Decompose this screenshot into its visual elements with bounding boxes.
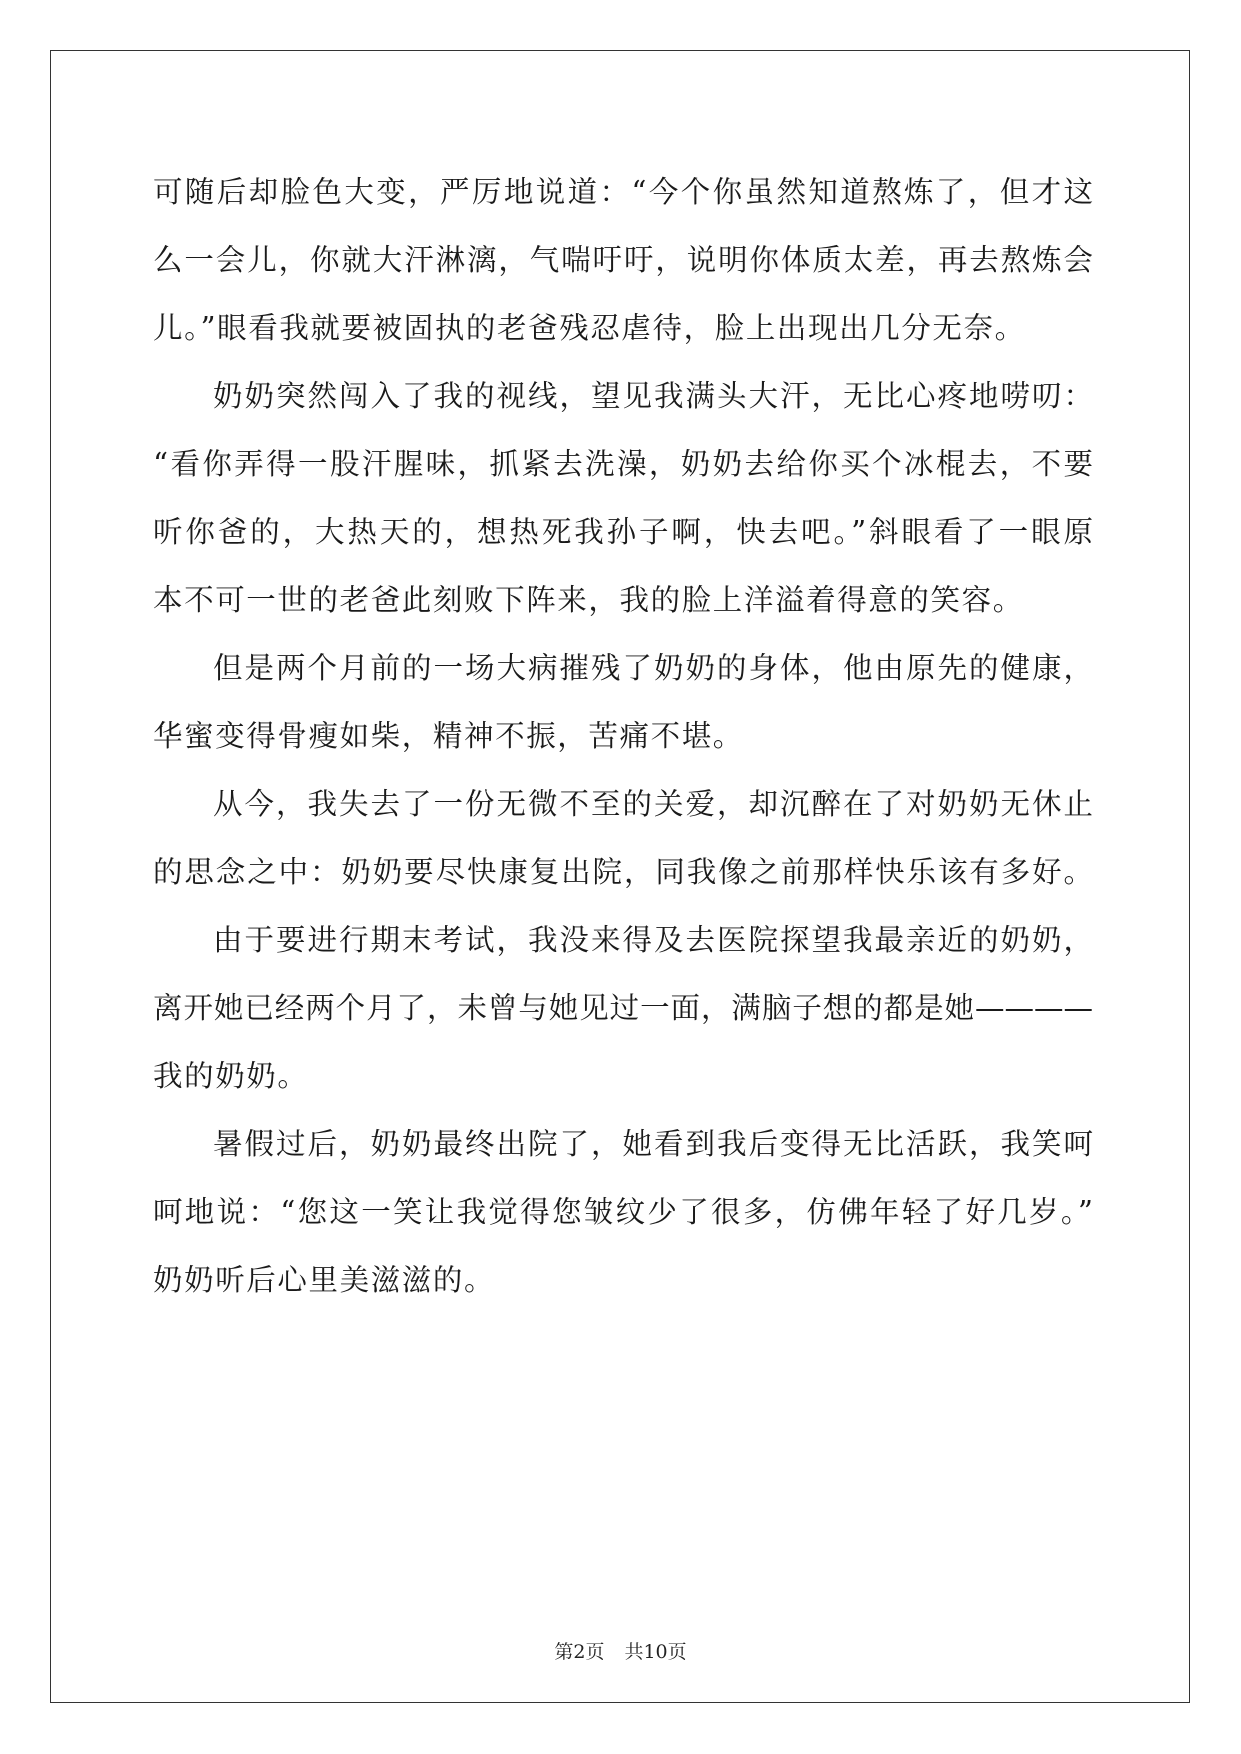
text-line: 的思念之中：奶奶要尽快康复出院，同我像之前那样快乐该有多好。 — [153, 855, 1093, 889]
text-line: 呵地说：“您这一笑让我觉得您皱纹少了很多，仿佛年轻了好几岁。” — [153, 1195, 1093, 1229]
paragraph-start-line: 暑假过后，奶奶最终出院了，她看到我后变得无比活跃，我笑呵 — [213, 1127, 1093, 1161]
page-number-total: 共10页 — [624, 1641, 687, 1663]
document-body — [153, 158, 1093, 1314]
text-line: 听你爸的，大热天的，想热死我孙子啊，快去吧。”斜眼看了一眼原 — [153, 515, 1093, 549]
text-line: 本不可一世的老爸此刻败下阵来，我的脸上洋溢着得意的笑容。 — [153, 583, 1024, 617]
page-footer — [0, 1640, 1241, 1664]
text-line: 儿。”眼看我就要被固执的老爸残忍虐待，脸上出现出几分无奈。 — [153, 311, 1026, 345]
text-line: 么一会儿，你就大汗淋漓，气喘吁吁，说明你体质太差，再去熬炼会 — [153, 243, 1093, 277]
paragraph-start-line: 从今，我失去了一份无微不至的关爱，却沉醉在了对奶奶无休止 — [213, 787, 1093, 821]
text-line: 我的奶奶。 — [153, 1059, 309, 1093]
text-line: 华蜜变得骨瘦如柴，精神不振，苦痛不堪。 — [153, 719, 744, 753]
text-line: “看你弄得一股汗腥味，抓紧去洗澡，奶奶去给你买个冰棍去，不要 — [153, 447, 1093, 481]
paragraph-start-line: 但是两个月前的一场大病摧残了奶奶的身体，他由原先的健康， — [213, 651, 1093, 685]
paragraph-start-line: 奶奶突然闯入了我的视线，望见我满头大汗，无比心疼地唠叨： — [213, 379, 1093, 413]
text-line: 奶奶听后心里美滋滋的。 — [153, 1263, 496, 1297]
text-line: 可随后却脸色大变，严厉地说道：“今个你虽然知道熬炼了，但才这 — [153, 175, 1093, 209]
paragraph-start-line: 由于要进行期末考试，我没来得及去医院探望我最亲近的奶奶， — [213, 923, 1093, 957]
page-number-current: 第2页 — [554, 1641, 605, 1663]
text-line: 离开她已经两个月了，未曾与她见过一面，满脑子想的都是她———— — [153, 991, 1093, 1025]
